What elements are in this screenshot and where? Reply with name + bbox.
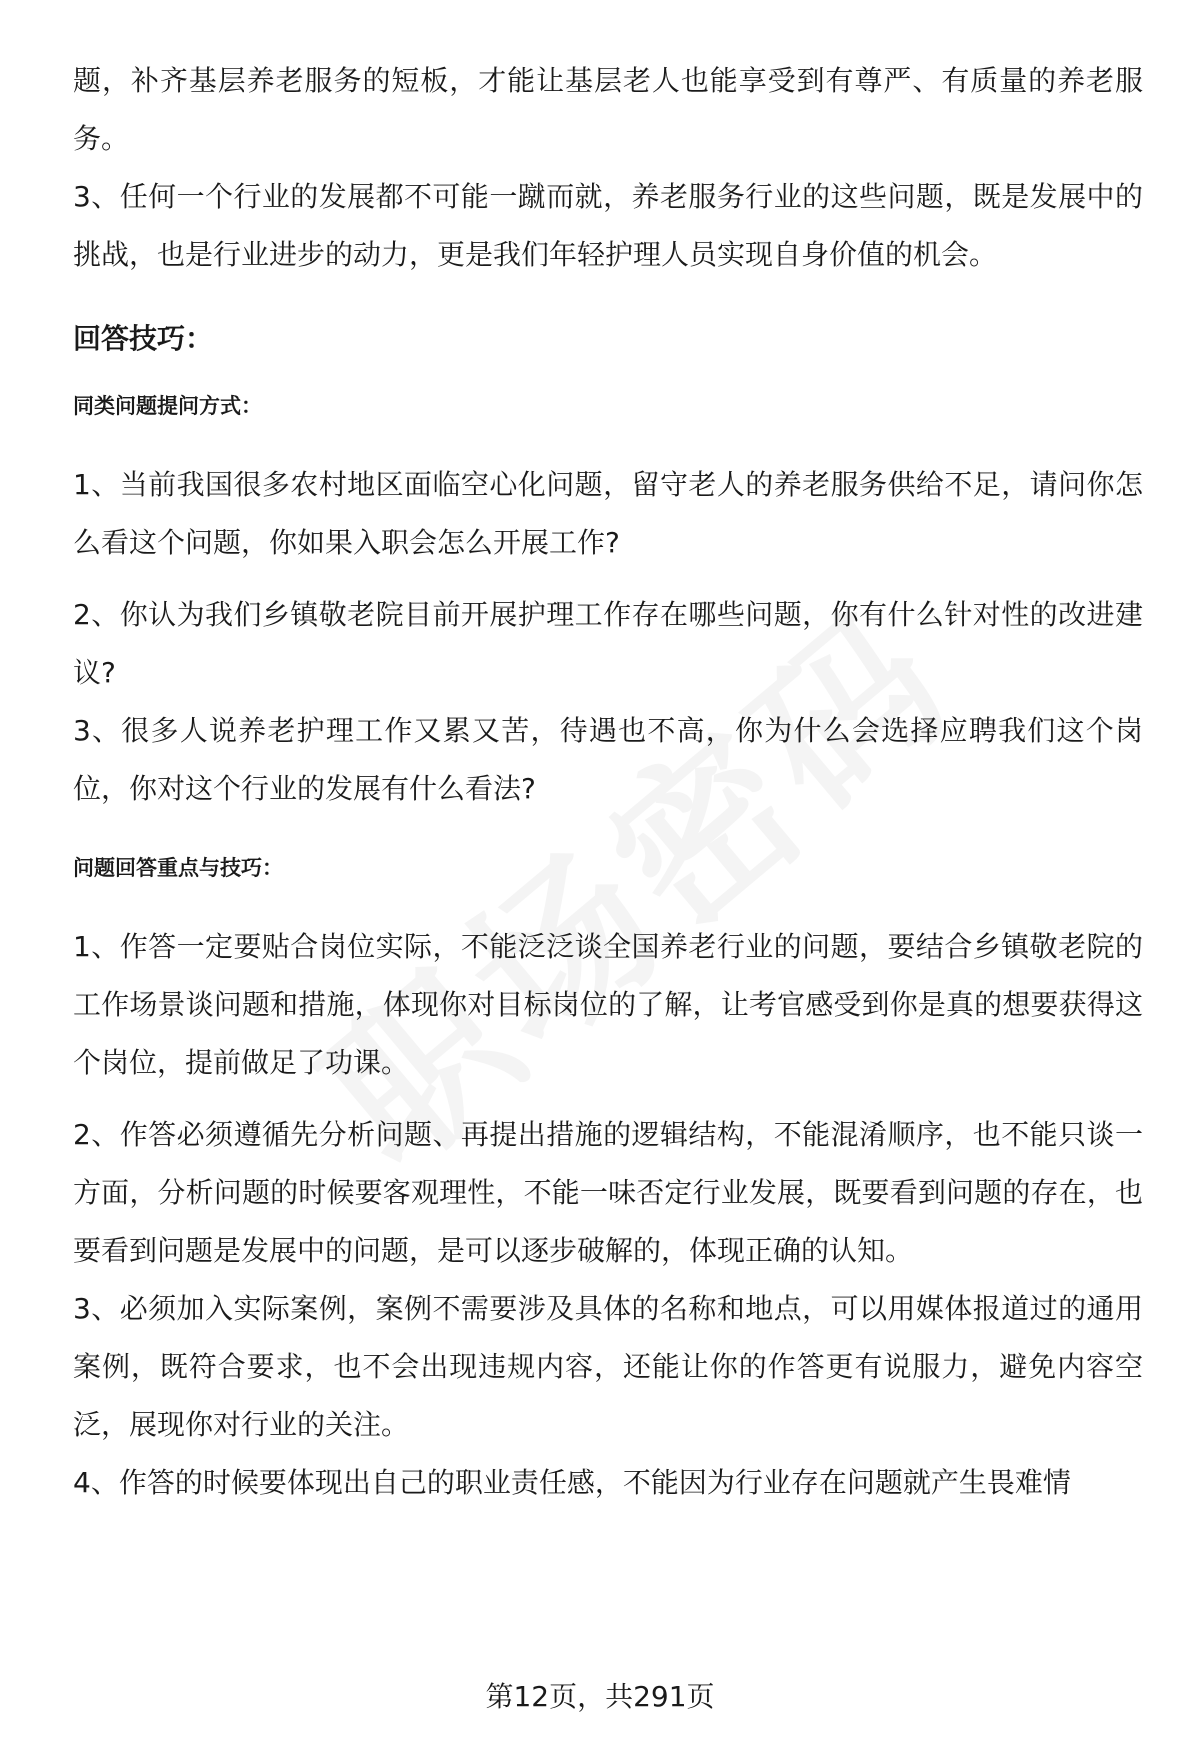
key-point-item: 2、作答必须遵循先分析问题、再提出措施的逻辑结构，不能混淆顺序，也不能只谈一方面，分析问题的时候要客观理性，不能一味否定行业发展，既要看到问题的存在，也要看到问题是发展中的问题，是可以逐步破解的，体现正确的认知。 (73, 1118, 1143, 1267)
similar-question-item: 2、你认为我们乡镇敬老院目前开展护理工作存在哪些问题，你有什么针对性的改进建议? (73, 598, 1143, 689)
intro-paragraph-continued: 题，补齐基层养老服务的短板，才能让基层老人也能享受到有尊严、有质量的养老服务。 (73, 64, 1143, 155)
document-content (73, 52, 1143, 1512)
intro-paragraph-3: 3、任何一个行业的发展都不可能一蹴而就，养老服务行业的这些问题，既是发展中的挑战，也是行业进步的动力，更是我们年轻护理人员实现自身价值的机会。 (73, 180, 1143, 271)
subheading-key-points: 问题回答重点与技巧： (73, 856, 283, 880)
section-heading-tips: 回答技巧： (73, 322, 214, 355)
key-point-item: 1、作答一定要贴合岗位实际，不能泛泛谈全国养老行业的问题，要结合乡镇敬老院的工作场景谈问题和措施，体现你对目标岗位的了解，让考官感受到你是真的想要获得这个岗位，提前做足了功课。 (73, 930, 1143, 1079)
key-point-item: 4、作答的时候要体现出自己的职业责任感，不能因为行业存在问题就产生畏难情 (73, 1466, 1071, 1499)
subheading-similar-questions: 同类问题提问方式： (73, 394, 262, 418)
similar-question-item: 1、当前我国很多农村地区面临空心化问题，留守老人的养老服务供给不足，请问你怎么看这个问题，你如果入职会怎么开展工作? (73, 468, 1143, 559)
similar-question-item: 3、很多人说养老护理工作又累又苦，待遇也不高，你为什么会选择应聘我们这个岗位，你对这个行业的发展有什么看法? (73, 714, 1143, 805)
key-point-item: 3、必须加入实际案例，案例不需要涉及具体的名称和地点，可以用媒体报道过的通用案例，既符合要求，也不会出现违规内容，还能让你的作答更有说服力，避免内容空泛，展现你对行业的关注。 (73, 1292, 1143, 1441)
page-number-footer: 第12页，共291页 (485, 1680, 715, 1713)
